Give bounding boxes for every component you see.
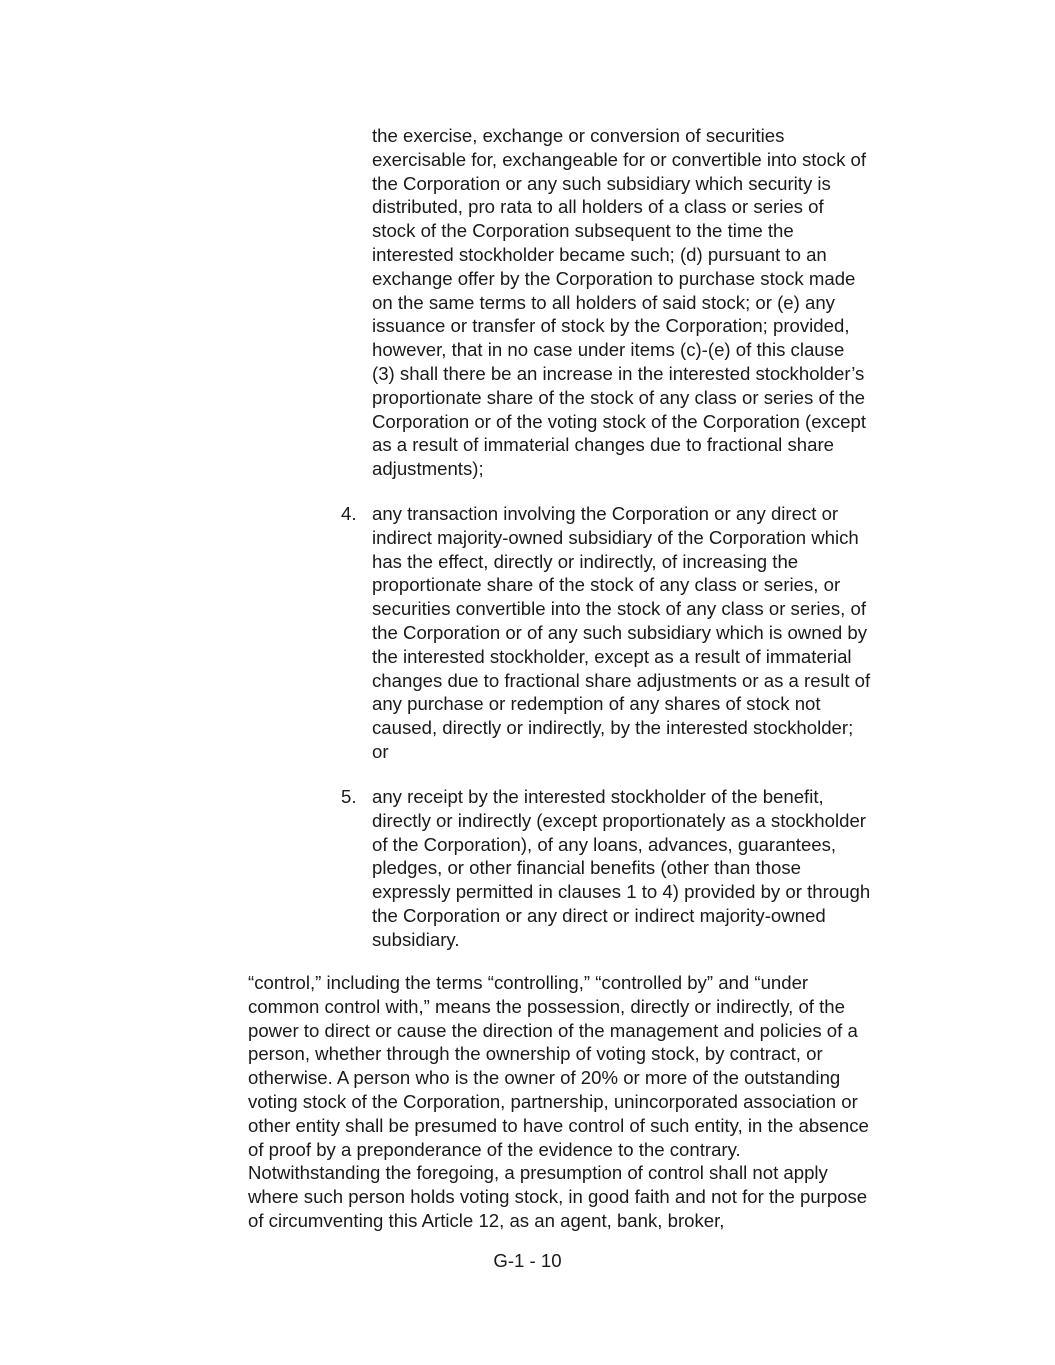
list-number-4: 4. bbox=[341, 503, 357, 524]
list-number-5: 5. bbox=[341, 786, 357, 807]
page-number: G-1 - 10 bbox=[493, 1250, 562, 1271]
list-text-4: any transaction involving the Corporation or any direct or indirect majority-owned subsidiary of the Corporation which has the effect, directly or indirectly, of increasing the proportionate share of the stock of any class or series, or securities convertible into the stock of any class or series, of the Corporation or of any such subsidiary which is owned by the interested stockholder, except as a result of immaterial changes due to fractional share adjustments or as a result of any purchase or redemption of any shares of stock not caused, directly or indirectly, by the interested stockholder; or bbox=[372, 503, 871, 762]
list-text-5: any receipt by the interested stockholder of the benefit, directly or indirectly (except proportionately as a stockholder of the Corporation), of any loans, advances, guarantees, pledges, or other financial benefits (other than those expressly permitted in clauses 1 to 4) provided by or through the Corporation or any direct or indirect majority-owned subsidiary. bbox=[372, 786, 871, 950]
list-item-5 bbox=[341, 785, 872, 952]
continuation-paragraph: the exercise, exchange or conversion of securities exercisable for, exchangeable for or convertible into stock of the Corporation or any such subsidiary which security is distributed, pro rata to all holders of a class or series of stock of the Corporation subsequent to the time the interested stockholder became such; (d) pursuant to an exchange offer by the Corporation to purchase stock made on the same terms to all holders of said stock; or (e) any issuance or transfer of stock by the Corporation; provided, however, that in no case under items (c)-(e) of this clause (3) shall there be an increase in the interested stockholder’s proportionate share of the stock of any class or series of the Corporation or of the voting stock of the Corporation (except as a result of immaterial changes due to fractional share adjustments); bbox=[372, 125, 867, 480]
control-definition-paragraph: “control,” including the terms “controlling,” “controlled by” and “under common control with,” means the possession, directly or indirectly, of the power to direct or cause the direction of the management and policies of a person, whether through the ownership of voting stock, by contract, or otherwise. A person who is the owner of 20% or more of the outstanding voting stock of the Corporation, partnership, unincorporated association or other entity shall be presumed to have control of such entity, in the absence of proof by a preponderance of the evidence to the contrary. Notwithstanding the foregoing, a presumption of control shall not apply where such person holds voting stock, in good faith and not for the purpose of circumventing this Article 12, as an agent, bank, broker, bbox=[248, 972, 869, 1231]
list-item-4 bbox=[341, 502, 872, 764]
